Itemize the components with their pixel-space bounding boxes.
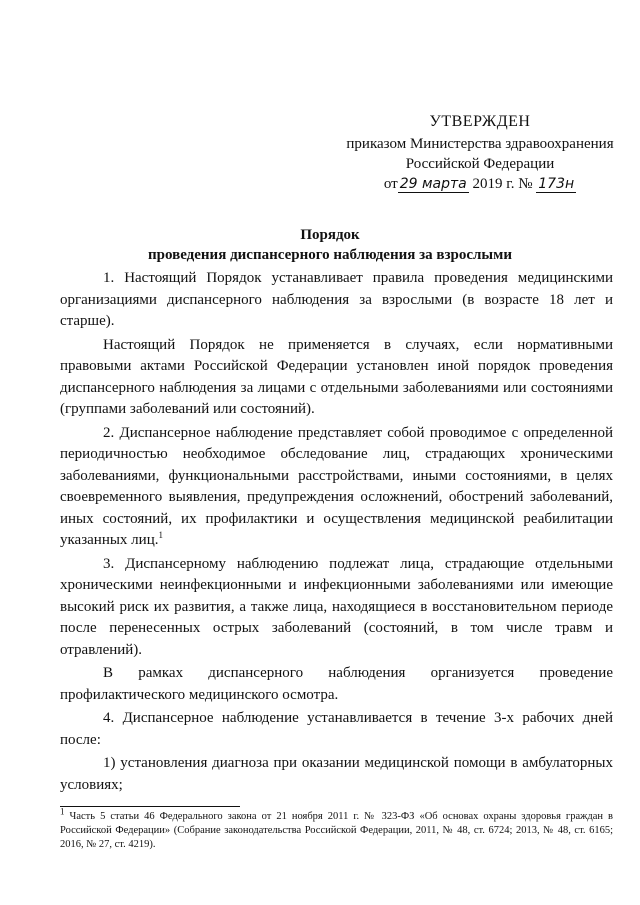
paragraph-4-item-1: 1) установления диагноза при оказании медицинской помощи в амбулаторных условиях; (60, 755, 613, 793)
approval-heading: УТВЕРЖДЕН (429, 113, 531, 130)
document-body (60, 268, 613, 798)
title-line-1: Порядок (300, 227, 360, 243)
approval-year-text: 2019 г. № (468, 176, 537, 192)
footnote-divider (60, 806, 240, 807)
footnote-reference: 1 (158, 530, 163, 540)
approval-line-federation: Российской Федерации (405, 156, 555, 172)
footnote-mark: 1 (60, 806, 65, 817)
paragraph-1b: Настоящий Порядок не применяется в случаях, если нормативными правовыми актами Российской Федерации установлен иной порядок проведения диспансерного наблюдения за лицами с отдельными заболеваниями или состояниями (группами заболеваний или состояний). (60, 336, 613, 417)
paragraph-4: 4. Диспансерное наблюдение устанавливается в течение 3-х рабочих дней после: (60, 710, 613, 748)
approval-date-prefix: от (383, 176, 398, 192)
paragraph-2-text: 2. Диспансерное наблюдение представляет собой проводимое с определенной периодичностью необходимое обследование лиц, страдающих хроническими заболеваниями, функциональными расстройствами, иными состояниями, в целях своевременного выявления, предупреждения осложнений, обострений заболеваний, иных состояний, их профилактики и осуществления медицинской реабилитации указанных лиц. (60, 424, 613, 548)
footnote (60, 806, 613, 852)
paragraph-1: 1. Настоящий Порядок устанавливает правила проведения медицинскими организациями диспансерного наблюдения за взрослыми (в возрасте 18 лет и старше). (60, 270, 613, 329)
document-title (60, 225, 600, 265)
approval-date-handwritten: 29 марта (399, 176, 467, 192)
approval-line-ministry: приказом Министерства здравоохранения (346, 136, 614, 152)
paragraph-2 (60, 423, 613, 552)
paragraph-3b: В рамках диспансерного наблюдения организуется проведение профилактического медицинского осмотра. (60, 665, 613, 703)
approval-number-handwritten: 173н (538, 176, 575, 192)
footnote-text: Часть 5 статьи 46 Федерального закона от 21 ноября 2011 г. № 323-ФЗ «Об основах охраны здоровья граждан в Российской Федерации» (Собрание законодательства Российской Федерации, 2011, № 48, ст. 6724; 2013, № 48, ст. 6165; 2016, № 27, ст. 4219). (60, 811, 613, 850)
approval-date-line (330, 174, 630, 194)
paragraph-3: 3. Диспансерному наблюдению подлежат лица, страдающие отдельными хроническими неинфекционными и инфекционными заболеваниями или имеющие высокий риск их развития, а также лица, находящиеся в восстановительном периоде после перенесенных острых заболеваний (состояний, в том числе травм и отравлений). (60, 555, 613, 658)
approval-block (330, 112, 630, 194)
title-line-2: проведения диспансерного наблюдения за взрослыми (148, 247, 512, 263)
